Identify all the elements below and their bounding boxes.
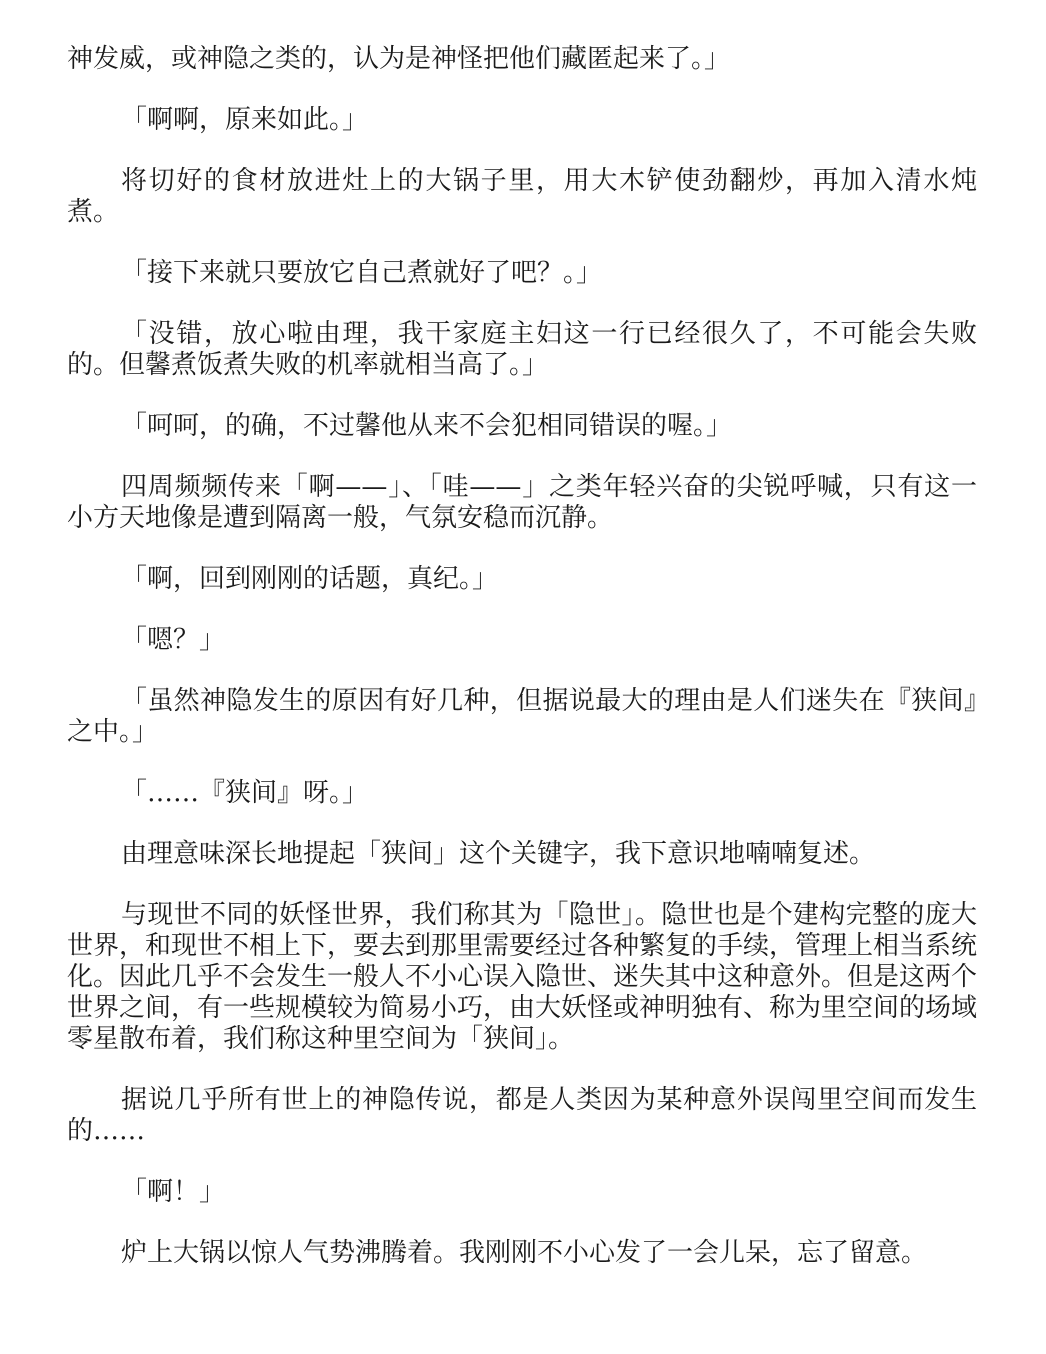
dialogue-maki-hazama: 「……『狭间』呀。」 (121, 778, 369, 808)
dialogue-yuri-understood: 「啊啊，原来如此。」 (121, 105, 369, 135)
narration-keyword: 由理意味深长地提起「狭间」这个关键字，我下意识地喃喃复述。 (121, 839, 876, 869)
dialogue-yuri-question: 「接下来就只要放它自己煮就好了吧？。」 (121, 258, 603, 288)
narration-pot-boiling: 炉上大锅以惊人气势沸腾着。我刚刚不小心发了一会儿呆，忘了留意。 (121, 1238, 928, 1268)
dialogue-yuri-topic: 「啊，回到刚刚的话题，真纪。」 (121, 564, 499, 594)
narration-kakuriyo: 与现世不同的妖怪世界，我们称其为「隐世」。隐世也是个建构完整的庞大世界，和现世不相上下，要去到那里需要经过各种繁复的手续，管理上相当系统化。因此几乎不会发生一般人不小心误入隐世、迷失其中这种意外。但是这两个世界之间，有一些规模较为简易小巧，由大妖怪或神明独有、称为里空间的场域零星散布着，我们称这种里空间为「狭间」。 (67, 900, 978, 1054)
narration-surroundings: 四周频频传来「啊——」、「哇——」之类年轻兴奋的尖锐呼喊，只有这一小方天地像是遭到隔离一般，气氛安稳而沉静。 (67, 472, 977, 533)
narration-legend: 据说几乎所有世上的神隐传说，都是人类因为某种意外误闯里空间而发生的…… (67, 1085, 977, 1146)
paragraph-continuation: 神发威，或神隐之类的，认为是神怪把他们藏匿起来了。」 (67, 44, 731, 74)
dialogue-maki-hm: 「嗯？」 (121, 625, 226, 655)
dialogue-yuri-hazama: 「虽然神隐发生的原因有好几种，但据说最大的理由是人们迷失在『狭间』之中。」 (67, 686, 977, 747)
narration-cooking: 将切好的食材放进灶上的大锅子里，用大木铲使劲翻炒，再加入清水炖煮。 (67, 166, 977, 227)
novel-page (67, 44, 977, 1299)
dialogue-maki-housewife: 「没错，放心啦由理，我干家庭主妇这一行已经很久了，不可能会失败的。但馨煮饭煮失败的机率就相当高了。」 (67, 319, 977, 380)
dialogue-yuri-laugh: 「呵呵，的确，不过馨他从来不会犯相同错误的喔。」 (121, 411, 733, 441)
dialogue-maki-ah: 「啊！」 (121, 1177, 226, 1207)
